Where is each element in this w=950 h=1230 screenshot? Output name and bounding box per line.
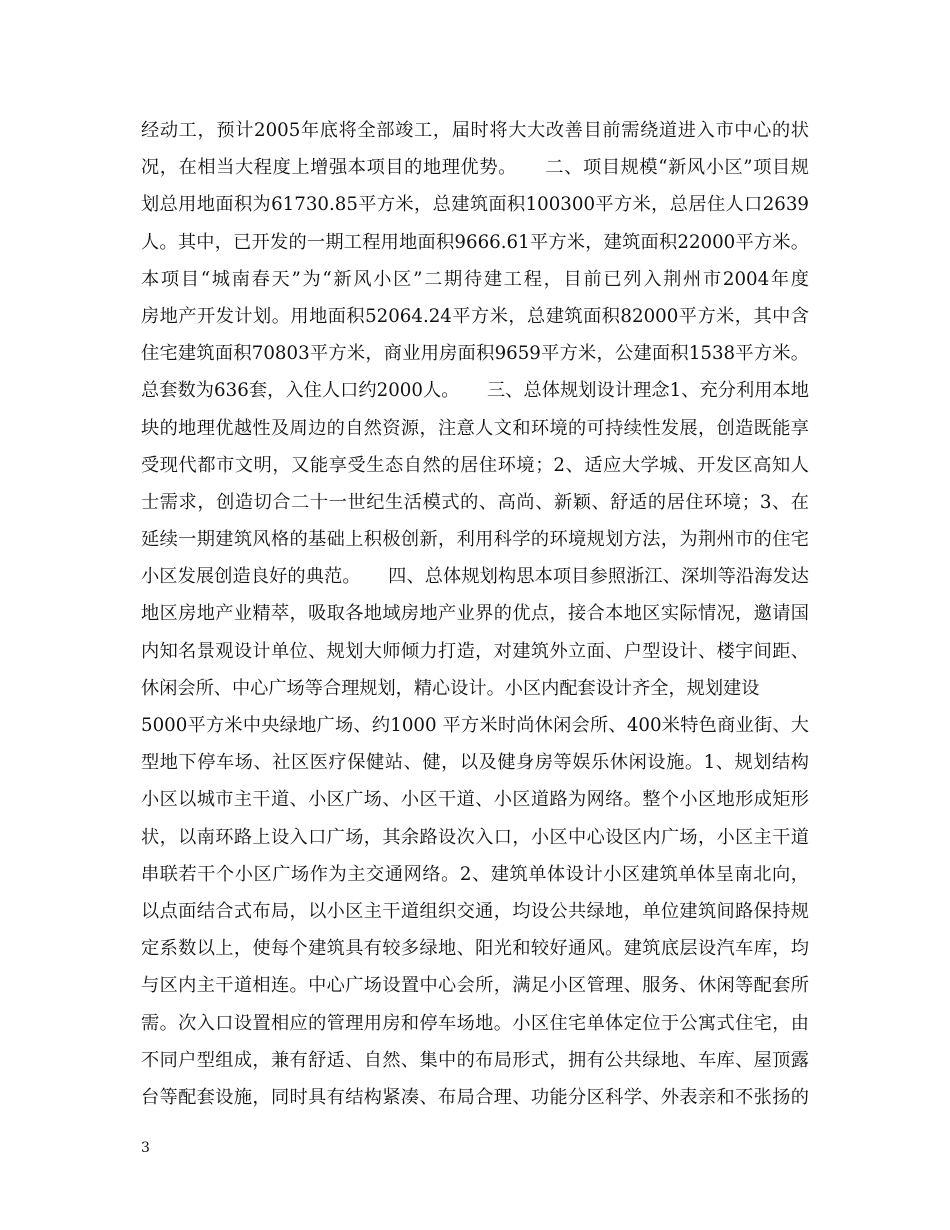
text-line-10: 受现代都市文明，又能享受生态自然的居住环境；2、适应大学城、开发区高知人 xyxy=(141,454,809,476)
text-line-15: 内知名景观设计单位、规划大师倾力打造，对建筑外立面、户型设计、楼宇间距、 xyxy=(141,640,809,662)
text-line-8: 总套数为636套，入住人口约2000人。 三、总体规划设计理念1、充分利用本地 xyxy=(141,380,809,402)
text-line-7: 住宅建筑面积70803平方米，商业用房面积9659平方米，公建面积1538平方米。 xyxy=(141,343,809,365)
text-line-23: 定系数以上，使每个建筑具有较多绿地、阳光和较好通风。建筑底层设汽车库，均 xyxy=(141,938,809,960)
text-line-4: 人。其中，已开发的一期工程用地面积9666.61平方米，建筑面积22000平方米。 xyxy=(141,231,809,253)
page-number: 3 xyxy=(141,1140,150,1156)
text-line-6: 房地产开发计划。用地面积52064.24平方米，总建筑面积82000平方米，其中含 xyxy=(141,305,809,327)
text-line-3: 划总用地面积为61730.85平方米，总建筑面积100300平方米，总居住人口2639 xyxy=(141,194,809,216)
text-line-25: 需。次入口设置相应的管理用房和停车场地。小区住宅单体定位于公寓式住宅，由 xyxy=(141,1012,809,1034)
text-line-17: 5000平方米中央绿地广场、约1000 平方米时尚休闲会所、400米特色商业街、大 xyxy=(141,715,809,736)
text-line-20: 状，以南环路上设入口广场，其余路设次入口，小区中心设区内广场，小区主干道 xyxy=(141,826,809,848)
text-line-14: 地区房地产业精萃，吸取各地域房地产业界的优点，接合本地区实际情况，邀请国 xyxy=(141,603,809,625)
text-line-2: 况，在相当大程度上增强本项目的地理优势。 二、项目规模“新风小区”项目规 xyxy=(141,157,809,179)
text-line-24: 与区内主干道相连。中心广场设置中心会所，满足小区管理、服务、休闲等配套所 xyxy=(141,975,809,997)
text-line-21: 串联若干个小区广场作为主交通网络。2、建筑单体设计小区建筑单体呈南北向， xyxy=(141,863,809,885)
text-line-18: 型地下停车场、社区医疗保健站、健，以及健身房等娱乐休闲设施。1、规划结构 xyxy=(141,752,809,774)
text-line-13: 小区发展创造良好的典范。 四、总体规划构思本项目参照浙江、深圳等沿海发达 xyxy=(141,566,809,588)
text-line-12: 延续一期建筑风格的基础上积极创新，利用科学的环境规划方法，为荆州市的住宅 xyxy=(141,529,809,551)
text-line-9: 块的地理优越性及周边的自然资源，注意人文和环境的可持续性发展，创造既能享 xyxy=(141,417,809,439)
text-line-26: 不同户型组成，兼有舒适、自然、集中的布局形式，拥有公共绿地、车库、屋顶露 xyxy=(141,1049,809,1071)
text-line-16: 休闲会所、中心广场等合理规划，精心设计。小区内配套设计齐全，规划建设 xyxy=(141,677,760,699)
text-line-27: 台等配套设施，同时具有结构紧凑、布局合理、功能分区科学、外表亲和不张扬的 xyxy=(141,1086,809,1108)
text-line-5: 本项目“城南春天”为“新风小区”二期待建工程，目前已列入荆州市2004年度 xyxy=(141,268,809,290)
text-line-1: 经动工，预计2005年底将全部竣工，届时将大大改善目前需绕道进入市中心的状 xyxy=(141,120,809,141)
text-line-22: 以点面结合式布局，以小区主干道组织交通，均设公共绿地，单位建筑间路保持规 xyxy=(141,900,809,922)
text-line-11: 士需求，创造切合二十一世纪生活模式的、高尚、新颖、舒适的居住环境；3、在 xyxy=(141,491,809,513)
body-text xyxy=(141,112,809,1116)
text-line-19: 小区以城市主干道、小区广场、小区干道、小区道路为网络。整个小区地形成矩形 xyxy=(141,789,809,811)
